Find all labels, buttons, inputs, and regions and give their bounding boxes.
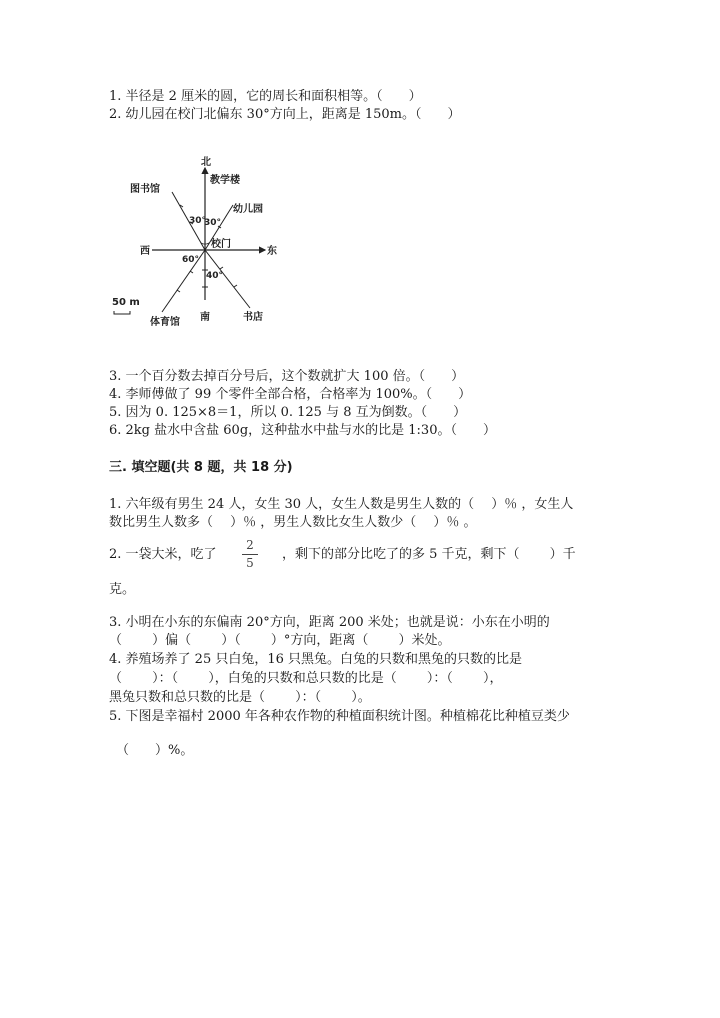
judge-question-5: 5. 因为 0. 125×8＝1，所以 0. 125 与 8 互为倒数。（ ）	[109, 405, 467, 420]
judge-question-4: 4. 李师傅做了 99 个零件全部合格，合格率为 100%。（ ）	[109, 387, 472, 402]
gym-label: 体育馆	[150, 317, 180, 328]
angle-label-40: 40°	[206, 271, 224, 281]
scale-bar	[114, 311, 130, 314]
fill-question-5-line-1: 5. 下图是幸福村 2000 年各种农作物的种植面积统计图。种植棉花比种植豆类少	[109, 709, 570, 724]
section-heading: 三. 填空题(共 8 题，共 18 分)	[109, 460, 293, 475]
fill-question-3-line-1: 3. 小明在小东的东偏南 20°方向，距离 200 米处；也就是说：小东在小明的	[109, 615, 550, 630]
fraction-denominator: 5	[246, 556, 254, 570]
kindergarten-label: 幼儿园	[233, 204, 263, 215]
fraction-two-fifths	[242, 538, 258, 570]
judge-question-1: 1. 半径是 2 厘米的圆，它的周长和面积相等。（ ）	[109, 89, 422, 104]
fill-question-1-line-2: 数比男生人数多（ ）％ ，男生人数比女生人数少（ ）％ 。	[109, 515, 477, 530]
angle-label-30b: 30°	[204, 218, 222, 228]
direction-map-diagram	[100, 150, 300, 335]
north-label: 北	[201, 157, 211, 168]
fill-question-4-line-2: （ ）：（ ），白兔的只数和总只数的比是（ ）：（ ），	[109, 671, 503, 686]
east-label: 东	[267, 246, 277, 257]
fraction-bar	[242, 554, 258, 555]
south-label: 南	[200, 312, 210, 323]
fill-question-1-line-1: 1. 六年级有男生 24 人，女生 30 人，女生人数是男生人数的（ ）％ ，女生人	[109, 497, 574, 512]
fill-question-2-end: ，剩下的部分比吃了的多 5 千克，剩下（ ）千	[282, 547, 576, 562]
fill-question-3-line-2: （ ）偏（ ）（ ）°方向，距离（ ）米处。	[109, 633, 451, 648]
fill-question-5-line-2: （ ）%。	[116, 743, 194, 758]
library-label: 图书馆	[130, 184, 160, 195]
angle-label-30a: 30°	[189, 216, 207, 226]
judge-question-3: 3. 一个百分数去掉百分号后，这个数就扩大 100 倍。（ ）	[109, 369, 465, 384]
school-building-label: 教学楼	[210, 175, 240, 186]
angle-label-60: 60°	[182, 255, 200, 265]
fill-question-4-line-3: 黑兔只数和总只数的比是（ ）：（ ）。	[109, 690, 371, 705]
center-label: 校门	[211, 239, 231, 250]
fill-question-4-line-1: 4. 养殖场养了 25 只白兔，16 只黑兔。白兔的只数和黑兔的只数的比是	[109, 652, 523, 667]
fill-question-2-line-2: 克。	[109, 582, 136, 597]
fill-question-2-start: 2. 一袋大米，吃了	[109, 547, 217, 562]
judge-question-2: 2. 幼儿园在校门北偏东 30°方向上，距离是 150m。（ ）	[109, 107, 461, 122]
judge-question-6: 6. 2kg 盐水中含盐 60g，这种盐水中盐与水的比是 1:30。（ ）	[109, 423, 496, 438]
west-label: 西	[140, 246, 150, 257]
fraction-numerator: 2	[246, 538, 254, 552]
bookstore-label: 书店	[243, 312, 263, 323]
scale-label: 50 m	[112, 297, 140, 308]
